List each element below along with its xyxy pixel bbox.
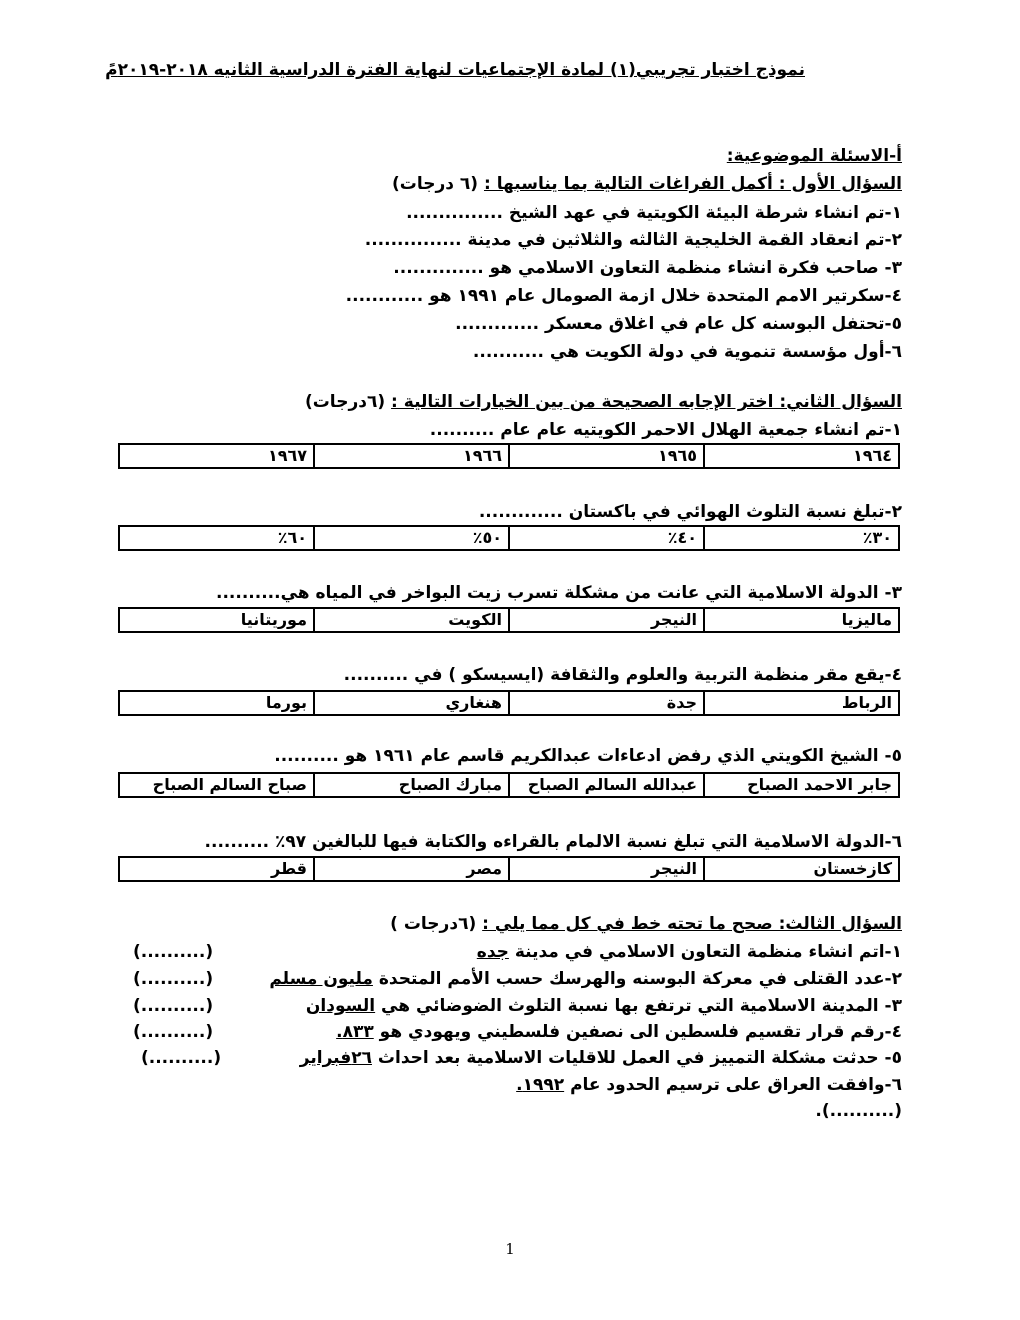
q3-heading: السؤال الثالث: صحح ما تحته خط في كل مما يلي : [482, 914, 902, 934]
q3-item [516, 1075, 902, 1095]
option[interactable]: ١٩٦٦ [313, 445, 508, 467]
q2-question: ٥- الشيخ الكويتي الذي رفض ادعاءات عبدالكريم قاسم عام ١٩٦١ هو .......... [274, 746, 902, 766]
q3-marks: (٦درجات ) [390, 914, 477, 934]
q1-item: ٣- صاحب فكرة انشاء منظمة التعاون الاسلامي هو .............. [393, 258, 902, 278]
q3-answer-blank[interactable]: (..........) [133, 996, 214, 1016]
option[interactable]: الكويت [313, 609, 508, 631]
q1-marks: (٦ درجات) [391, 174, 479, 194]
option[interactable]: مصر [313, 858, 508, 880]
option[interactable]: الرباط [703, 692, 898, 714]
q1-heading-row [392, 174, 902, 194]
page-number: 1 [505, 1240, 515, 1258]
q3-answer-blank[interactable]: (..........) [133, 1022, 214, 1042]
q3-underlined-term: ١٩٩٢. [516, 1075, 565, 1095]
q1-item: ٦-أول مؤسسة تنموية في دولة الكويت هي ........... [472, 342, 902, 362]
exam-title: نموذج اختبار تجريبي(١) لمادة الإجتماعيات لنهاية الفترة الدراسية الثانيه ٢٠١٨-٢٠١٩مً [105, 60, 805, 80]
option[interactable]: كازخستان [703, 858, 898, 880]
q3-item [306, 996, 902, 1016]
q3-item [336, 1022, 902, 1042]
q2-question: ٣- الدولة الاسلامية التي عانت من مشكلة تسرب زيت البواخر في المياه هي.......... [216, 583, 902, 603]
option[interactable]: ٣٠٪ [703, 527, 898, 549]
q3-answer-blank[interactable]: (..........) [133, 942, 214, 962]
option[interactable]: ٥٠٪ [313, 527, 508, 549]
q2-options-row [118, 690, 900, 716]
q3-answer-blank[interactable]: (..........) [141, 1048, 222, 1068]
q1-item: ١-تم انشاء شرطة البيئة الكويتية في عهد الشيخ ............... [406, 203, 902, 223]
q2-options-row [118, 856, 900, 882]
option[interactable]: هنغاري [313, 692, 508, 714]
option[interactable]: قطر [270, 859, 307, 878]
q3-item [300, 1048, 902, 1068]
q1-item: ٥-تحتفل البوسنه كل عام في اغلاق معسكر ............. [455, 314, 902, 334]
option[interactable]: بورما [265, 693, 307, 712]
q2-options-row [118, 772, 900, 798]
q3-item [477, 942, 902, 962]
option[interactable]: جدة [508, 692, 703, 714]
q2-heading-row [305, 392, 902, 412]
q2-options-row [118, 607, 900, 633]
q2-question: ١-تم انشاء جمعية الهلال الاحمر الكويتيه عام عام .......... [429, 420, 902, 440]
q1-heading: السؤال الأول : أكمل الفراغات التالية بما يناسبها : [483, 174, 902, 194]
section-a-heading: أ-الاسئلة الموضوعية: [726, 146, 902, 166]
option[interactable]: النيجر [508, 609, 703, 631]
q2-question: ٢-تبلغ نسبة التلوث الهوائي في باكستان ............. [478, 502, 902, 522]
option[interactable]: ٤٠٪ [508, 527, 703, 549]
q2-marks: (٦درجات) [304, 392, 386, 412]
option[interactable]: موريتانيا [240, 610, 307, 629]
q3-item-text: ٤-رقم قرار تقسيم فلسطين الى نصفين فلسطيني ويهودي هو [379, 1022, 902, 1042]
option[interactable]: مبارك الصباح [313, 774, 508, 796]
q3-underlined-term: ٨٣٣. [336, 1022, 374, 1042]
option[interactable]: ١٩٦٥ [508, 445, 703, 467]
q3-answer-blank[interactable]: (..........) [133, 969, 214, 989]
option[interactable]: جابر الاحمد الصباح [703, 774, 898, 796]
q3-underlined-term: مليون مسلم [269, 969, 373, 989]
q1-item: ٢-تم انعقاد القمة الخليجية الثالثه والثلاثين في مدينة ............... [364, 230, 902, 250]
q3-item [269, 969, 902, 989]
q2-question: ٦-الدولة الاسلامية التي تبلغ نسبة الالمام بالقراءه والكتابة فيها للبالغين ٩٧٪ .......... [204, 832, 902, 852]
q3-item-text: ٦-وافقت العراق على ترسيم الحدود عام [570, 1075, 902, 1095]
q3-item-text: ٥- حدثت مشكلة التمييز في العمل للاقليات الاسلامية بعد احداث [377, 1048, 902, 1068]
q2-heading: السؤال الثاني: اختر الإجابه الصحيحة من بين الخيارات التالية : [391, 392, 902, 412]
q3-item-text: ٢-عدد القتلى في معركة البوسنه والهرسك حسب الأمم المتحدة [378, 969, 902, 989]
q3-underlined-term: جده [476, 942, 509, 962]
option[interactable]: ماليزيا [703, 609, 898, 631]
option[interactable]: عبدالله السالم الصباح [508, 774, 703, 796]
q3-item-text: ٣- المدينة الاسلامية التي ترتفع بها نسبة التلوث الضوضائي هي [381, 996, 902, 1016]
option[interactable]: ١٩٦٧ [267, 446, 307, 465]
q3-underlined-term: السودان [305, 996, 376, 1016]
q2-options-row [118, 525, 900, 551]
q3-heading-row [390, 914, 902, 934]
option[interactable]: صباح السالم الصباح [152, 775, 307, 794]
q3-underlined-term: ٢٦فبراير [299, 1048, 372, 1068]
option[interactable]: ٦٠٪ [277, 528, 307, 547]
q2-question: ٤-يقع مقر منظمة التربية والعلوم والثقافة (ايسيسكو ) في .......... [343, 665, 902, 685]
q3-item-text: ١-اتم انشاء منظمة التعاون الاسلامي في مدينة [514, 942, 902, 962]
option[interactable]: النيجر [508, 858, 703, 880]
q2-options-row [118, 443, 900, 469]
option[interactable]: ١٩٦٤ [703, 445, 898, 467]
q3-answer-blank[interactable]: (..........). [815, 1101, 902, 1121]
q1-item: ٤-سكرتير الامم المتحدة خلال ازمة الصومال عام ١٩٩١ هو ............ [345, 286, 902, 306]
